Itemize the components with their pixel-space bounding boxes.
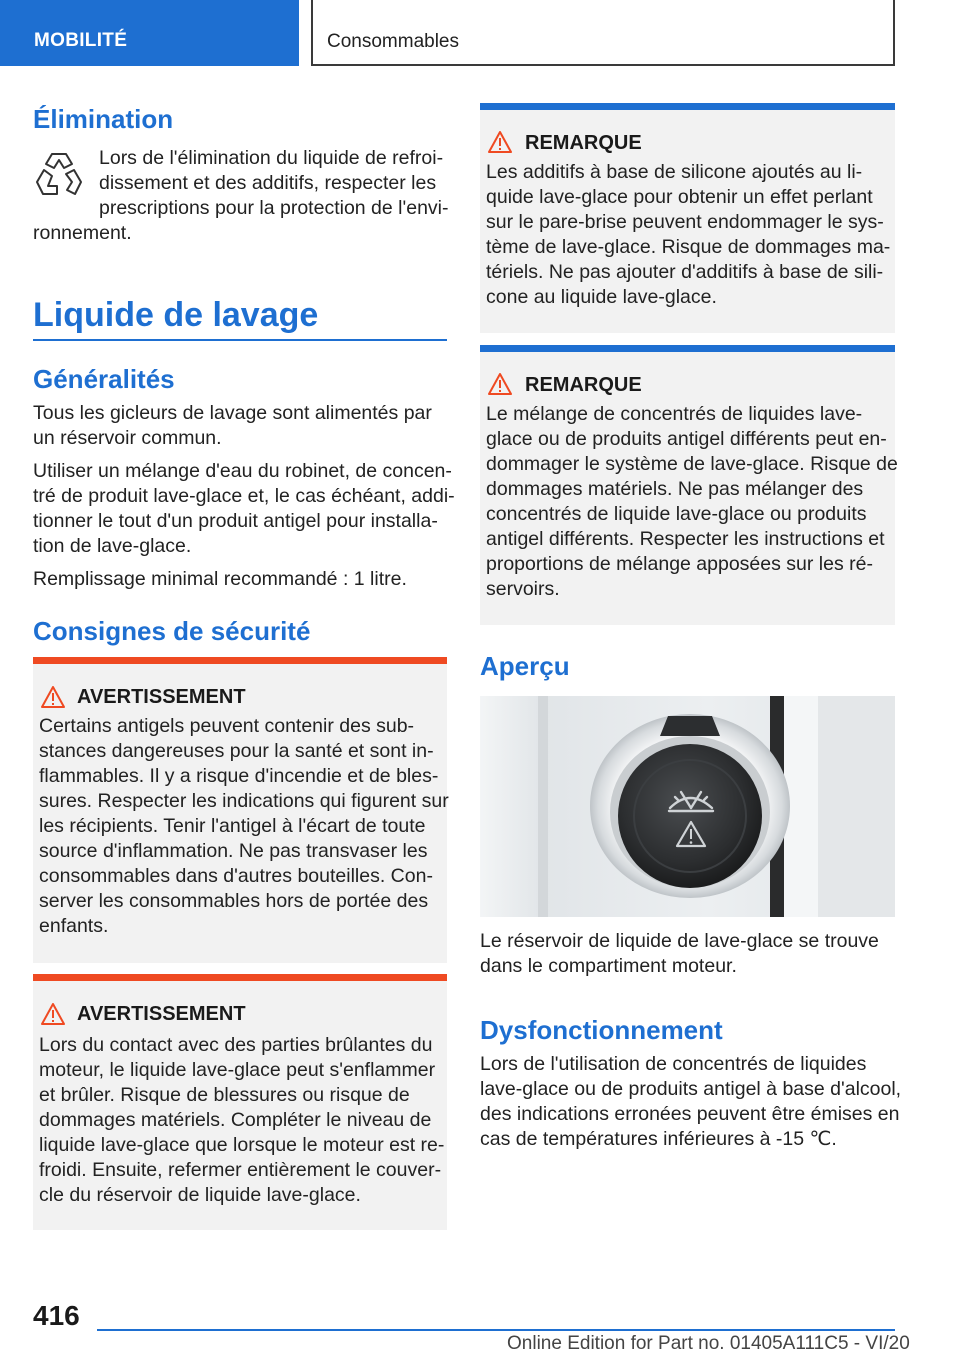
text-line: des indications erronées peuvent être émises en [480,1103,900,1125]
text-line: Les additifs à base de silicone ajoutés au li- [486,161,863,183]
warning-bar [33,974,447,981]
warning-bar [33,657,447,664]
text-line: enfants. [39,915,109,937]
text-line: stances dangereuses pour la santé et sont in- [39,740,434,762]
text-line: Certains antigels peuvent contenir des sub- [39,715,415,737]
text-line: dommages matériels. Ne pas mélanger des [486,478,864,500]
text-line: cas de températures inférieures à -15 ℃. [480,1128,837,1150]
warning-triangle-icon [40,1002,66,1026]
text-line: cle du réservoir de liquide lave-glace. [39,1184,361,1206]
text-line: Le mélange de concentrés de liquides lave- [486,403,863,425]
text-line: moteur, le liquide lave-glace peut s'enflammer [39,1059,436,1081]
text-line: dans le compartiment moteur. [480,955,737,977]
notice-text [486,402,898,602]
generalites-para2 [33,459,455,559]
text-line: tème de lave-glace. Risque de dommages ma- [486,236,891,258]
text-line: proportions de mélange apposées sur les ré- [486,553,873,575]
text-line: cone au liquide lave-glace. [486,286,717,308]
elimination-text-tail [33,221,132,246]
text-line: lave-glace ou de produits antigel à base d'alcool, [480,1078,902,1100]
text-line: dommager le système de lave-glace. Risque de [486,453,898,475]
text-line: concentrés de liquide lave-glace ou produits [486,503,867,525]
text-line: Tous les gicleurs de lavage sont alimentés par [33,402,432,424]
text-line: liquide lave-glace que lorsque le moteur est re- [39,1134,445,1156]
elimination-title: Élimination [33,104,174,134]
warning-triangle-icon [487,130,513,154]
elimination-line: dissement et des additifs, respecter les [99,172,437,194]
text-line: froidi. Ensuite, refermer entièrement le couver- [39,1159,442,1181]
header-section-label: MOBILITÉ [34,30,128,51]
text-line: tériels. Ne pas ajouter d'additifs à base de sili- [486,261,884,283]
footer-edition: Online Edition for Part no. 01405A111C5 - VI/20 [507,1333,910,1354]
text-line: et brûler. Risque de blessures ou risque de [39,1084,410,1106]
main-title-rule [33,339,447,341]
text-line: tionner le tout d'un produit antigel pour installa- [33,510,438,532]
text-line: sur le pare-brise peuvent endommager le sys- [486,211,884,233]
elimination-line: ronnement. [33,222,132,244]
text-line: sures. Respecter les indications qui figurent sur [39,790,449,812]
header-chapter-label: Consommables [327,31,459,52]
notice-text [486,160,890,310]
header-section-tab [0,0,299,66]
elimination-line: Lors de l'élimination du liquide de refroi- [99,147,444,169]
generalites-title: Généralités [33,364,175,394]
text-line: antigel différents. Respecter les instructions et [486,528,885,550]
washer-cap-illustration [480,696,895,917]
header-chapter-box [311,0,895,66]
text-line: tion de lave-glace. [33,535,192,557]
warning-box [33,974,447,1230]
text-line: dommages matériels. Compléter le niveau de [39,1109,432,1131]
warning-label: AVERTISSEMENT [77,1003,246,1025]
text-line: tré de produit lave-glace et, le cas échéant, addi- [33,485,455,507]
text-line: server les consommables hors de portée des [39,890,429,912]
elimination-line: prescriptions pour la protection de l'envi- [99,197,449,219]
notice-label: REMARQUE [525,132,642,154]
text-line: Le réservoir de liquide de lave-glace se trouve [480,930,879,952]
notice-label: REMARQUE [525,374,642,396]
apercu-title: Aperçu [480,651,570,681]
dysfonctionnement-text [480,1052,901,1152]
text-line: flammables. Il y a risque d'incendie et de bles- [39,765,439,787]
warning-text [39,714,449,939]
generalites-para1 [33,401,432,451]
notice-box [480,345,898,625]
text-line: servoirs. [486,578,560,600]
notice-bar [480,103,895,110]
text-line: Lors de l'utilisation de concentrés de liquides [480,1053,867,1075]
text-line: source d'inflammation. Ne pas transvaser les [39,840,428,862]
text-line: glace ou de produits antigel différents peut en- [486,428,887,450]
warning-triangle-icon [40,685,66,709]
recycling-icon [34,150,84,202]
elimination-text-indented [99,146,447,221]
page-number: 416 [33,1300,80,1331]
consignes-title: Consignes de sécurité [33,616,311,646]
warning-label: AVERTISSEMENT [77,686,246,708]
notice-bar [480,345,895,352]
text-line: les récipients. Tenir l'antigel à l'écart de toute [39,815,426,837]
text-line: Remplissage minimal recommandé : 1 litre. [33,568,407,590]
main-title: Liquide de lavage [33,296,319,334]
apercu-caption [480,929,879,979]
text-line: quide lave-glace pour obtenir un effet perlant [486,186,873,208]
warning-box [33,657,447,963]
warning-text [39,1033,444,1208]
text-line: consommables dans d'autres bouteilles. Con- [39,865,433,887]
text-line: Utiliser un mélange d'eau du robinet, de concen- [33,460,452,482]
warning-triangle-icon [487,372,513,396]
footer-rule [97,1329,895,1331]
text-line: un réservoir commun. [33,427,222,449]
dysfonctionnement-title: Dysfonctionnement [480,1015,723,1045]
notice-box [480,103,895,333]
generalites-para3 [33,567,407,592]
text-line: Lors du contact avec des parties brûlantes du [39,1034,433,1056]
washer-reservoir-photo [480,696,895,917]
